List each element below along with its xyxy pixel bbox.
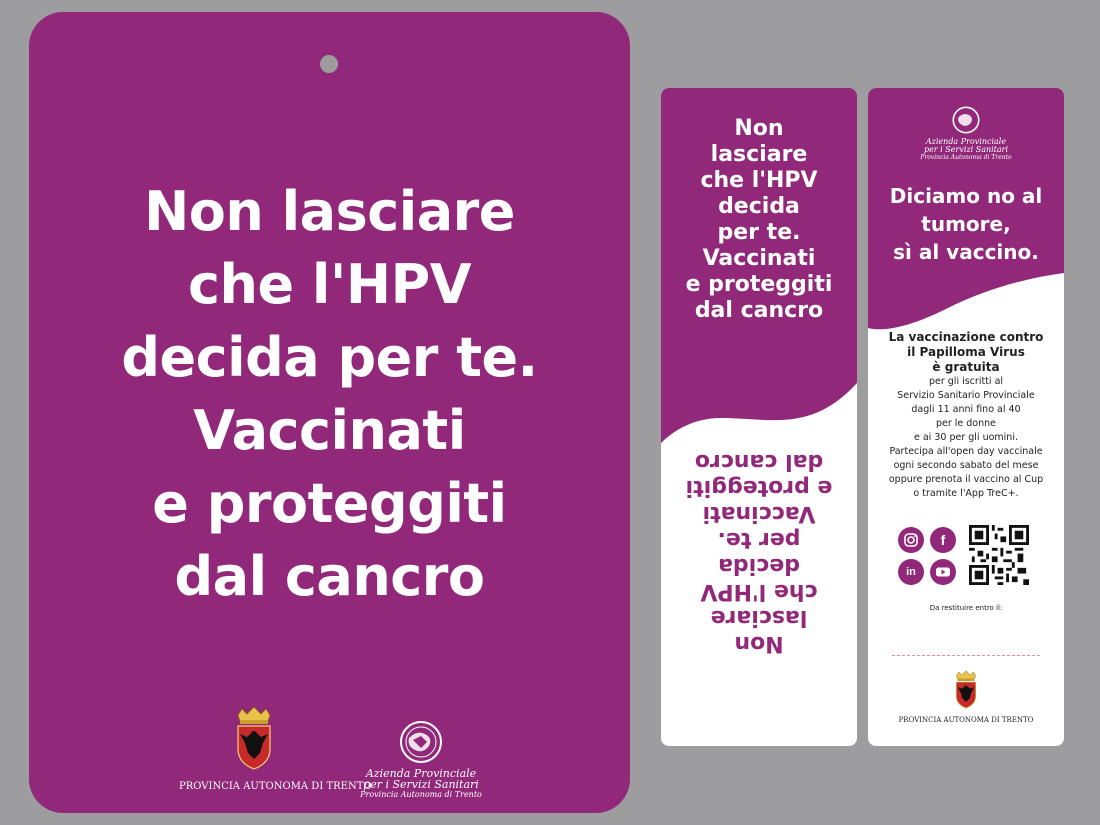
body-line: e ai 30 per gli uomini. [914, 432, 1018, 443]
bold-line: è gratuita [932, 360, 1000, 374]
coat-of-arms-icon [954, 670, 978, 710]
bookmark-front [661, 88, 857, 746]
provincia-trento-logo-small [868, 670, 1064, 724]
title-line: decida [718, 553, 800, 578]
apss-line-1: Azienda Provinciale [925, 137, 1007, 146]
title-line: e proteggiti [152, 472, 507, 535]
door-hanger-title [29, 175, 630, 613]
body-line: o tramite l'App TreC+. [913, 488, 1019, 499]
title-line: Non lasciare [144, 180, 515, 243]
title-line: dal cancro [174, 545, 485, 608]
return-date-line [892, 655, 1040, 656]
apss-line-3: Provincia Autonoma di Trento [360, 790, 482, 799]
title-line: Vaccinati [193, 399, 466, 462]
facebook-icon[interactable]: f [930, 527, 956, 553]
apss-globe-icon [399, 720, 443, 764]
provincia-label: PROVINCIA AUTONOMA DI TRENTO [898, 716, 1034, 724]
apss-line-3: Provincia Autonoma di Trento [920, 154, 1012, 161]
title-line: e proteggiti [685, 272, 833, 297]
title-line: che l'HPV [188, 253, 471, 316]
headline-line: tumore, [921, 212, 1011, 236]
bookmark-front-title [661, 116, 857, 324]
body-line: ogni secondo sabato del mese [893, 460, 1039, 471]
title-line: e proteggiti [685, 475, 833, 500]
bold-line: il Papilloma Virus [907, 345, 1025, 359]
apss-line-2: per i Servizi Sanitari [363, 778, 479, 791]
coat-of-arms-icon [234, 707, 274, 771]
headline-line: sì al vaccino. [893, 240, 1039, 264]
vaccination-info [868, 330, 1064, 501]
apss-line-2: per i Servizi Sanitari [923, 145, 1009, 154]
body-line: per gli iscritti al [928, 376, 1004, 387]
hanger-hole [320, 55, 338, 73]
title-line: Non [734, 631, 784, 656]
title-line: lasciare [710, 605, 808, 630]
linkedin-icon[interactable]: in [898, 559, 924, 585]
azienda-sanitaria-logo [351, 720, 491, 800]
title-line: per te. [717, 527, 801, 552]
instagram-icon[interactable] [898, 527, 924, 553]
title-line: che l'HPV [700, 579, 818, 604]
title-line: Vaccinati [702, 246, 816, 271]
headline-line: Diciamo no al [889, 184, 1043, 208]
title-line: Non [734, 116, 784, 141]
body-line: Servizio Sanitario Provinciale [897, 390, 1035, 401]
apss-globe-icon [952, 106, 980, 134]
provincia-label: PROVINCIA AUTONOMA DI TRENTO [179, 781, 372, 792]
body-line: Partecipa all'open day vaccinale [889, 446, 1043, 457]
bookmark-front-title-inverted [661, 448, 857, 656]
apss-line-1: Azienda Provinciale [365, 767, 477, 780]
bookmark-back-headline [868, 182, 1064, 266]
azienda-sanitaria-logo-small [868, 106, 1064, 161]
youtube-icon[interactable] [930, 559, 956, 585]
title-line: lasciare [710, 142, 808, 167]
bold-line: La vaccinazione contro [888, 330, 1044, 344]
title-line: per te. [717, 220, 801, 245]
title-line: Vaccinati [702, 501, 816, 526]
provincia-trento-logo [179, 707, 372, 792]
qr-code[interactable] [969, 525, 1029, 585]
social-icons [898, 525, 958, 585]
title-line: decida [718, 194, 800, 219]
title-line: decida per te. [121, 326, 538, 389]
title-line: dal cancro [694, 449, 824, 474]
return-date-label: Da restituire entro il: [929, 604, 1003, 612]
title-line: dal cancro [694, 298, 824, 323]
body-line: oppure prenota il vaccino al Cup [888, 474, 1044, 485]
bookmark-back [868, 88, 1064, 746]
title-line: che l'HPV [700, 168, 818, 193]
body-line: per le donne [935, 418, 997, 429]
body-line: dagli 11 anni fino al 40 [911, 404, 1021, 415]
door-hanger-card [29, 12, 630, 813]
